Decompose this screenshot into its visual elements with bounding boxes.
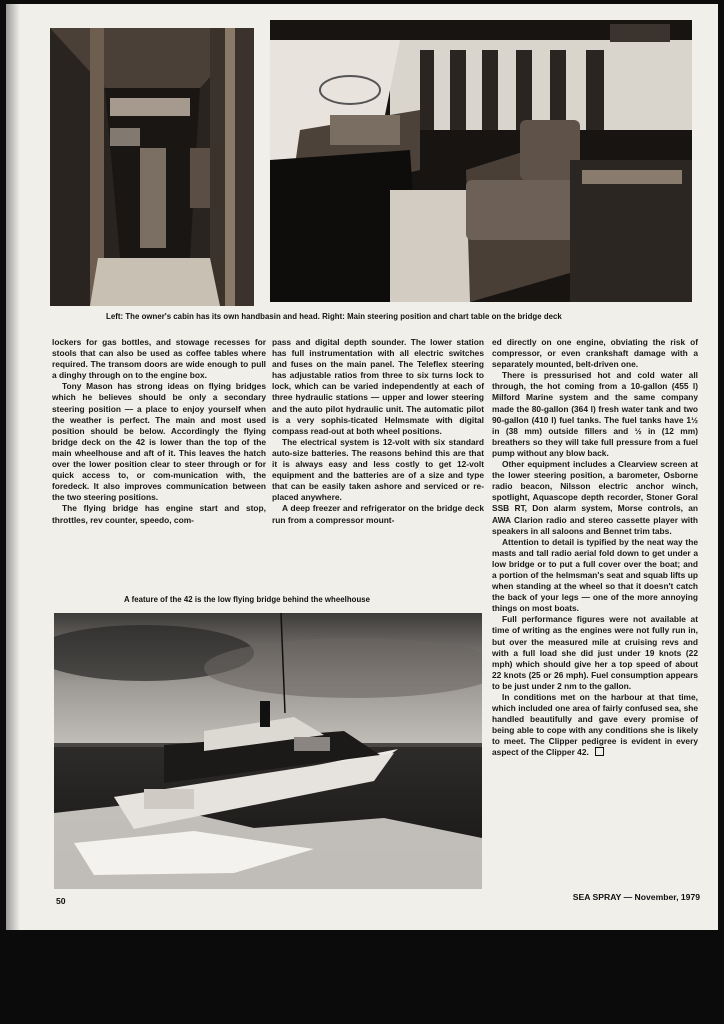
book-spine bbox=[6, 4, 20, 930]
end-of-article-mark bbox=[595, 747, 604, 756]
top-photo-caption: Left: The owner's cabin has its own handbasin and head. Right: Main steering position and chart table on the bridge deck bbox=[106, 312, 562, 321]
text-column-left bbox=[52, 337, 266, 526]
bridge-deck-photo bbox=[270, 20, 692, 302]
left-paragraph-1: lockers for gas bottles, and stowage recesses for stools that can also be used as coffee tables where required. The transom doors are wide enough to pull a dinghy through on to the engine box. bbox=[52, 337, 266, 381]
cabin-photo bbox=[50, 28, 254, 306]
right-paragraph-2: There is pressurised hot and cold water all through, the hot coming from a 10-gallon (455 l) Milford Marine system and the same company made the 80-gallon (364 l) fresh water tank and two 90-gallon (410 l) fuel tanks. The fuel tanks have 1½ in (38 mm) outside fillers and ½ in (12 mm) breathers so they will take full pressure from a fuel pump without any blow back. bbox=[492, 370, 698, 458]
scan-background bbox=[0, 930, 724, 1024]
publication-footer: SEA SPRAY — November, 1979 bbox=[572, 892, 700, 902]
right-paragraph-1: ed directly on one engine, obviating the risk of compressor, or even crankshaft damage with a separately mounted, belt-driven one. bbox=[492, 337, 698, 370]
page-number: 50 bbox=[56, 896, 66, 906]
middle-paragraph-3: A deep freezer and refrigerator on the bridge deck run from a compressor mount- bbox=[272, 503, 484, 525]
right-paragraph-4: Attention to detail is typified by the neat way the masts and tall radio aerial fold down to get under a low bridge or to put a full cover over the boat; and a portion of the helmsman's seat and squab lifts up when standing at the wheel so that it doesn't catch the back of your legs — one of the more annoying things on most boats. bbox=[492, 536, 698, 614]
middle-paragraph-1: pass and digital depth sounder. The lower station has full instrumentation with all electric switches and fuses on the main panel. The Teleflex steering has adjustable ratios from three to six turns lock to lock, which can be varied independently at each of three hydraulic stations — upper and lower steering and the auto pilot hydraulic unit. The automatic pilot is a very sophis-ticated Helmsmate with digital compass read-out at both wheel positions. bbox=[272, 337, 484, 436]
middle-paragraph-2: The electrical system is 12-volt with six standard auto-size batteries. The reasons behind this are that it is always easy and less costly to get 12-volt equipment and the batteries are of a size and type that can be easily taken ashore and serviced or re-placed anywhere. bbox=[272, 436, 484, 503]
right-paragraph-6-text: In conditions met on the harbour at that time, which included one area of fairly confused sea, she handled beautifully and gave every promise of being able to cope with any conditions she is likely to meet. The Clipper pedigree is evident in every aspect of the Clipper 42. bbox=[492, 692, 698, 758]
left-paragraph-2: Tony Mason has strong ideas on flying bridges which he believes should be only a secondary steering position — a place to enjoy yourself when the weather is perfect. The main and most used position should be below. Accordingly the flying bridge deck on the 42 is lower than the top of the main wheelhouse and aft of it. This leaves the hatch over the lower position clear to steer through or for quick access to, or com-munication with, the foredeck. It also improves communication between the two steering positions. bbox=[52, 381, 266, 503]
right-paragraph-5: Full performance figures were not available at time of writing as the engines were not fully run in, but over the measured mile at cruising revs and with a full load she did just under 19 knots (22 mph) which should give her a top speed of about 22 knots (25 or 26 mph). Fuel consumption appears to be just under 2 nm to the gallon. bbox=[492, 614, 698, 691]
text-column-middle bbox=[272, 337, 484, 526]
left-paragraph-3: The flying bridge has engine start and stop, throttles, rev counter, speedo, com- bbox=[52, 503, 266, 525]
boat-photo-caption: A feature of the 42 is the low flying bridge behind the wheelhouse bbox=[124, 595, 371, 604]
magazine-page bbox=[6, 4, 718, 930]
text-column-right bbox=[492, 337, 698, 759]
right-paragraph-6 bbox=[492, 692, 698, 759]
right-paragraph-3: Other equipment includes a Clearview screen at the lower steering position, a barometer, Osborne radio beacon, Nilsson electric anchor winch, spotlight, Aquascope depth recorder, Stoner Goral SSB RT, Don alarm system, Morse controls, an AWA Clarion radio and stereo cassette player with speakers in all saloons and Bennet trim tabs. bbox=[492, 459, 698, 536]
boat-underway-photo bbox=[54, 613, 482, 889]
